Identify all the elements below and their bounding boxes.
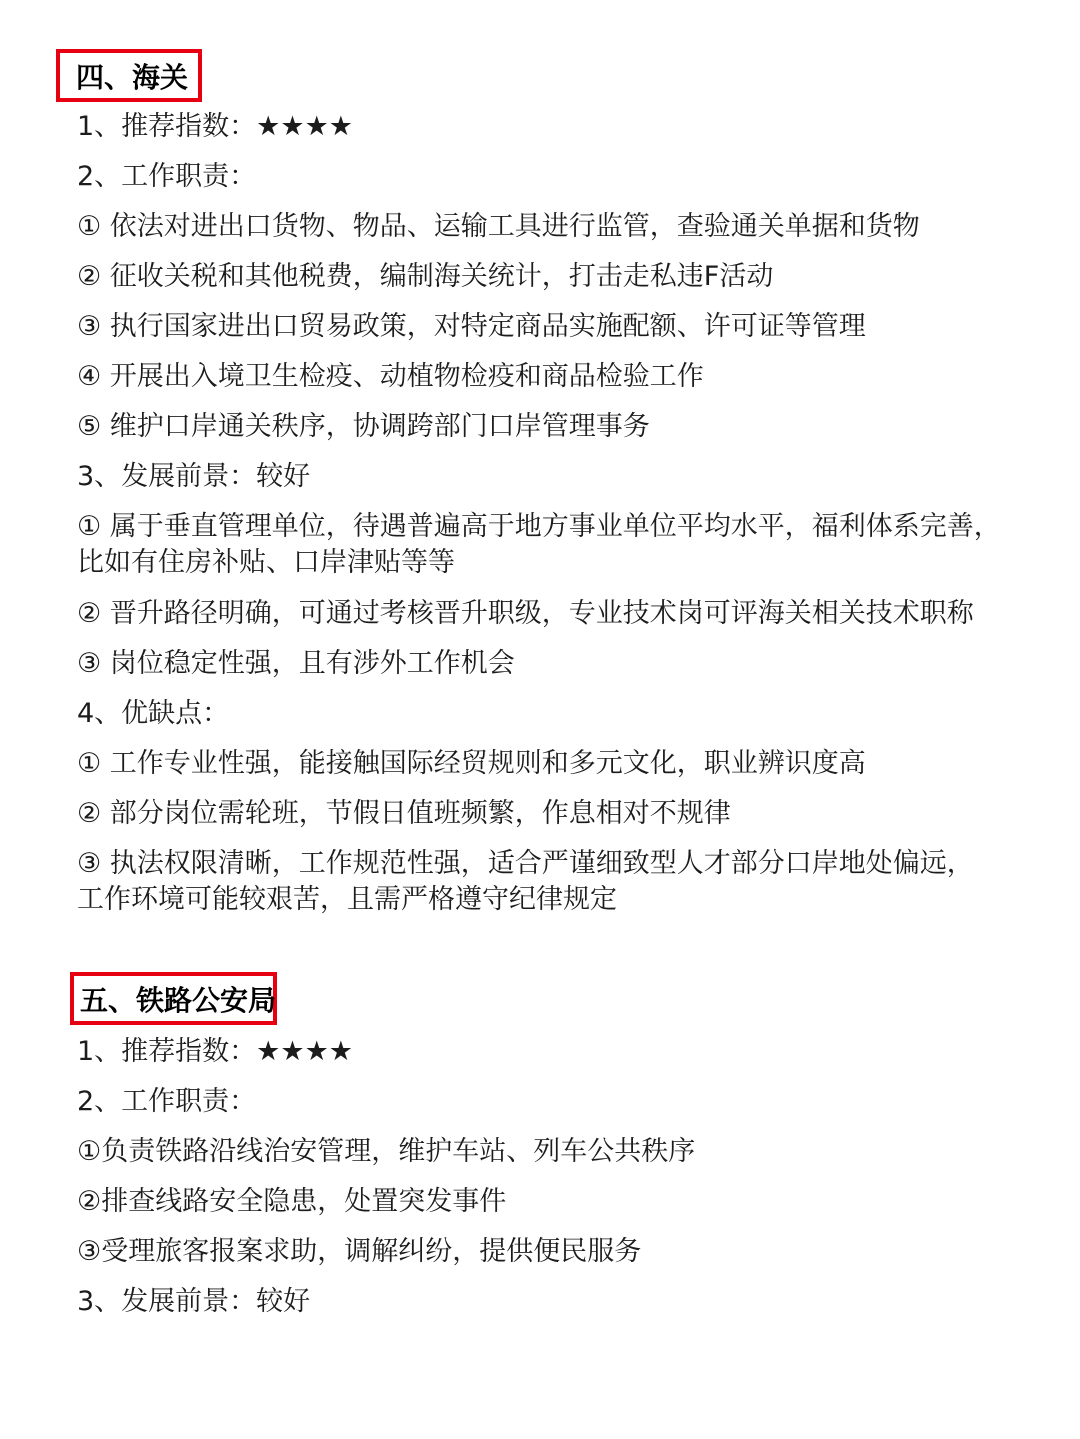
prospect-item-line: ① 属于垂直管理单位，待遇普遍高于地方事业单位平均水平，福利体系完善， [77,511,1001,542]
prospect-title: 3、发展前景：较好 [77,1286,311,1317]
duty-item: ① 依法对进出口货物、物品、运输工具进行监管，查验通关单据和货物 [77,211,920,242]
proscons-title: 4、优缺点： [77,698,230,729]
duty-item: ②排查线路安全隐患，处置突发事件 [77,1186,507,1217]
proscons-item [77,846,974,918]
prospect-item: ② 晋升路径明确，可通过考核晋升职级，专业技术岗可评海关相关技术职称 [77,598,974,629]
duty-item: ② 征收关税和其他税费，编制海关统计，打击走私违F活动 [77,261,774,292]
proscons-item-line: 工作环境可能较艰苦，且需严格遵守纪律规定 [77,884,617,915]
duty-item: ③ 执行国家进出口贸易政策，对特定商品实施配额、许可证等管理 [77,311,866,342]
duty-item: ③受理旅客报案求助，调解纠纷，提供便民服务 [77,1236,642,1267]
section-heading-text: 四、海关 [76,60,189,94]
section-heading-customs [56,49,202,102]
prospect-item [77,509,1001,581]
duty-item: ④ 开展出入境卫生检疫、动植物检疫和商品检验工作 [77,361,704,392]
duty-item: ①负责铁路沿线治安管理，维护车站、列车公共秩序 [77,1136,696,1167]
proscons-item-line: ③ 执法权限清晰，工作规范性强，适合严谨细致型人才部分口岸地处偏远， [77,848,974,879]
prospect-item: ③ 岗位稳定性强，且有涉外工作机会 [77,648,515,679]
prospect-title: 3、发展前景：较好 [77,461,311,492]
proscons-item: ① 工作专业性强，能接触国际经贸规则和多元文化，职业辨识度高 [77,748,866,779]
duties-title: 2、工作职责： [77,1086,257,1117]
duties-title: 2、工作职责： [77,161,257,192]
rating-line: 1、推荐指数：★★★★ [77,1036,353,1067]
rating-line: 1、推荐指数：★★★★ [77,111,353,142]
duty-item: ⑤ 维护口岸通关秩序，协调跨部门口岸管理事务 [77,411,650,442]
section-heading-text: 五、铁路公安局 [80,983,277,1017]
section-heading-railway-police [70,972,277,1025]
prospect-item-line: 比如有住房补贴、口岸津贴等等 [77,547,455,578]
proscons-item: ② 部分岗位需轮班，节假日值班频繁，作息相对不规律 [77,798,731,829]
